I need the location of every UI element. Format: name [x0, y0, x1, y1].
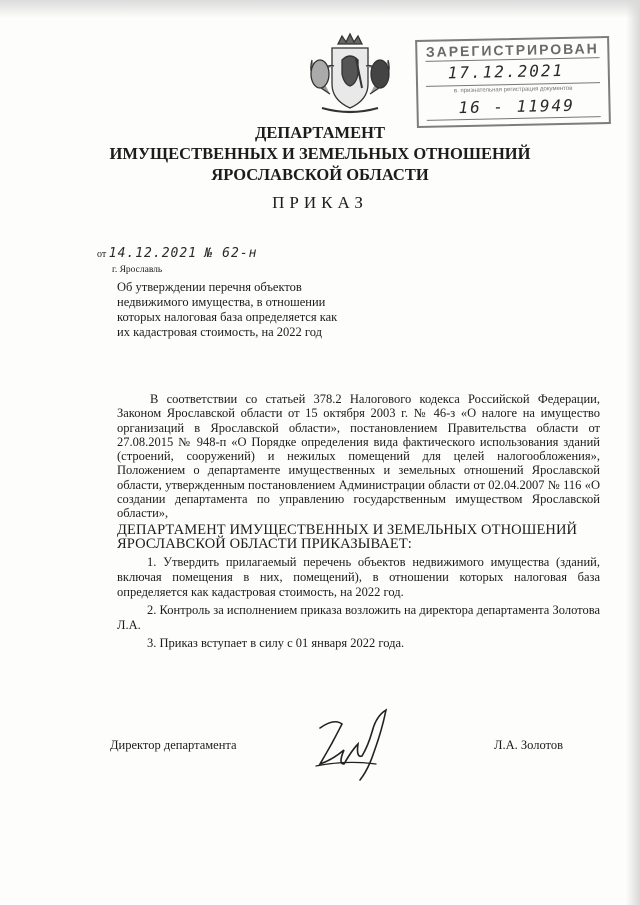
stamp-divider: [427, 116, 601, 121]
signatory-name: Л.А. Золотов: [494, 738, 564, 752]
order-item: 3. Приказ вступает в силу с 01 января 2022 года.: [147, 635, 405, 650]
stamp-number: 16 - 11949: [458, 95, 576, 118]
department-line: ДЕПАРТАМЕНТ: [255, 123, 385, 142]
order-item: 2. Контроль за исполнением приказа возложить на директора департамента Золотова Л.А.: [117, 602, 600, 632]
order-item: 1. Утвердить прилагаемый перечень объектов недвижимого имущества (зданий, включая помещения в них, помещений), в отношении которых налоговая база определяется как кадастровая стоимость, на 2022 год.: [117, 554, 600, 599]
department-line: ИМУЩЕСТВЕННЫХ И ЗЕМЕЛЬНЫХ ОТНОШЕНИЙ: [109, 144, 531, 163]
decree-heading: [117, 523, 600, 551]
city: г. Ярославль: [112, 265, 163, 275]
order-date: 14.12.2021: [108, 246, 198, 261]
decree-line: ЯРОСЛАВСКОЙ ОБЛАСТИ ПРИКАЗЫВАЕТ:: [117, 535, 412, 552]
stamp-caption: в. признательная регистрация документов: [453, 85, 573, 95]
order-title: ПРИКАЗ: [272, 193, 368, 212]
order-date-line: [97, 246, 258, 261]
handwritten-signature-icon: [310, 706, 402, 784]
date-prefix: от: [97, 249, 107, 260]
signatory-role: Директор департамента: [110, 738, 237, 752]
order-number: № 62-н: [204, 246, 258, 261]
department-line: ЯРОСЛАВСКОЙ ОБЛАСТИ: [211, 165, 429, 184]
order-items: [117, 555, 600, 651]
registration-stamp: [415, 36, 611, 128]
coat-of-arms-icon: [298, 30, 402, 116]
order-body: [117, 392, 600, 651]
department-title: [0, 122, 640, 185]
stamp-title: ЗАРЕГИСТРИРОВАН: [425, 40, 599, 60]
preamble: В соответствии со статьей 378.2 Налогового кодекса Российской Федерации, Законом Ярославской области от 15 октября 2003 г. № 46-з «О налоге на имущество организаций в Ярославской области», постановлением Правительства области от 27.08.2015 № 948-п «О Порядке определения вида фактического использования зданий (строений, сооружений) и нежилых помещений для целей налогообложения», Положением о департаменте имущественных и земельных отношений Ярославской области, утвержденным постановлением Администрации области от 02.04.2007 № 116 «О создании департамента по управлению государственным имуществом Ярославской области»,: [117, 392, 600, 521]
decree-line: ДЕПАРТАМЕНТ ИМУЩЕСТВЕННЫХ И ЗЕМЕЛЬНЫХ ОТНОШЕНИЙ: [117, 521, 578, 538]
order-subject: Об утверждении перечня объектов недвижимого имущества, в отношении которых налоговая база определяется как их кадастровая стоимость, на 2022 год: [117, 280, 338, 339]
stamp-date: 17.12.2021: [447, 60, 565, 83]
